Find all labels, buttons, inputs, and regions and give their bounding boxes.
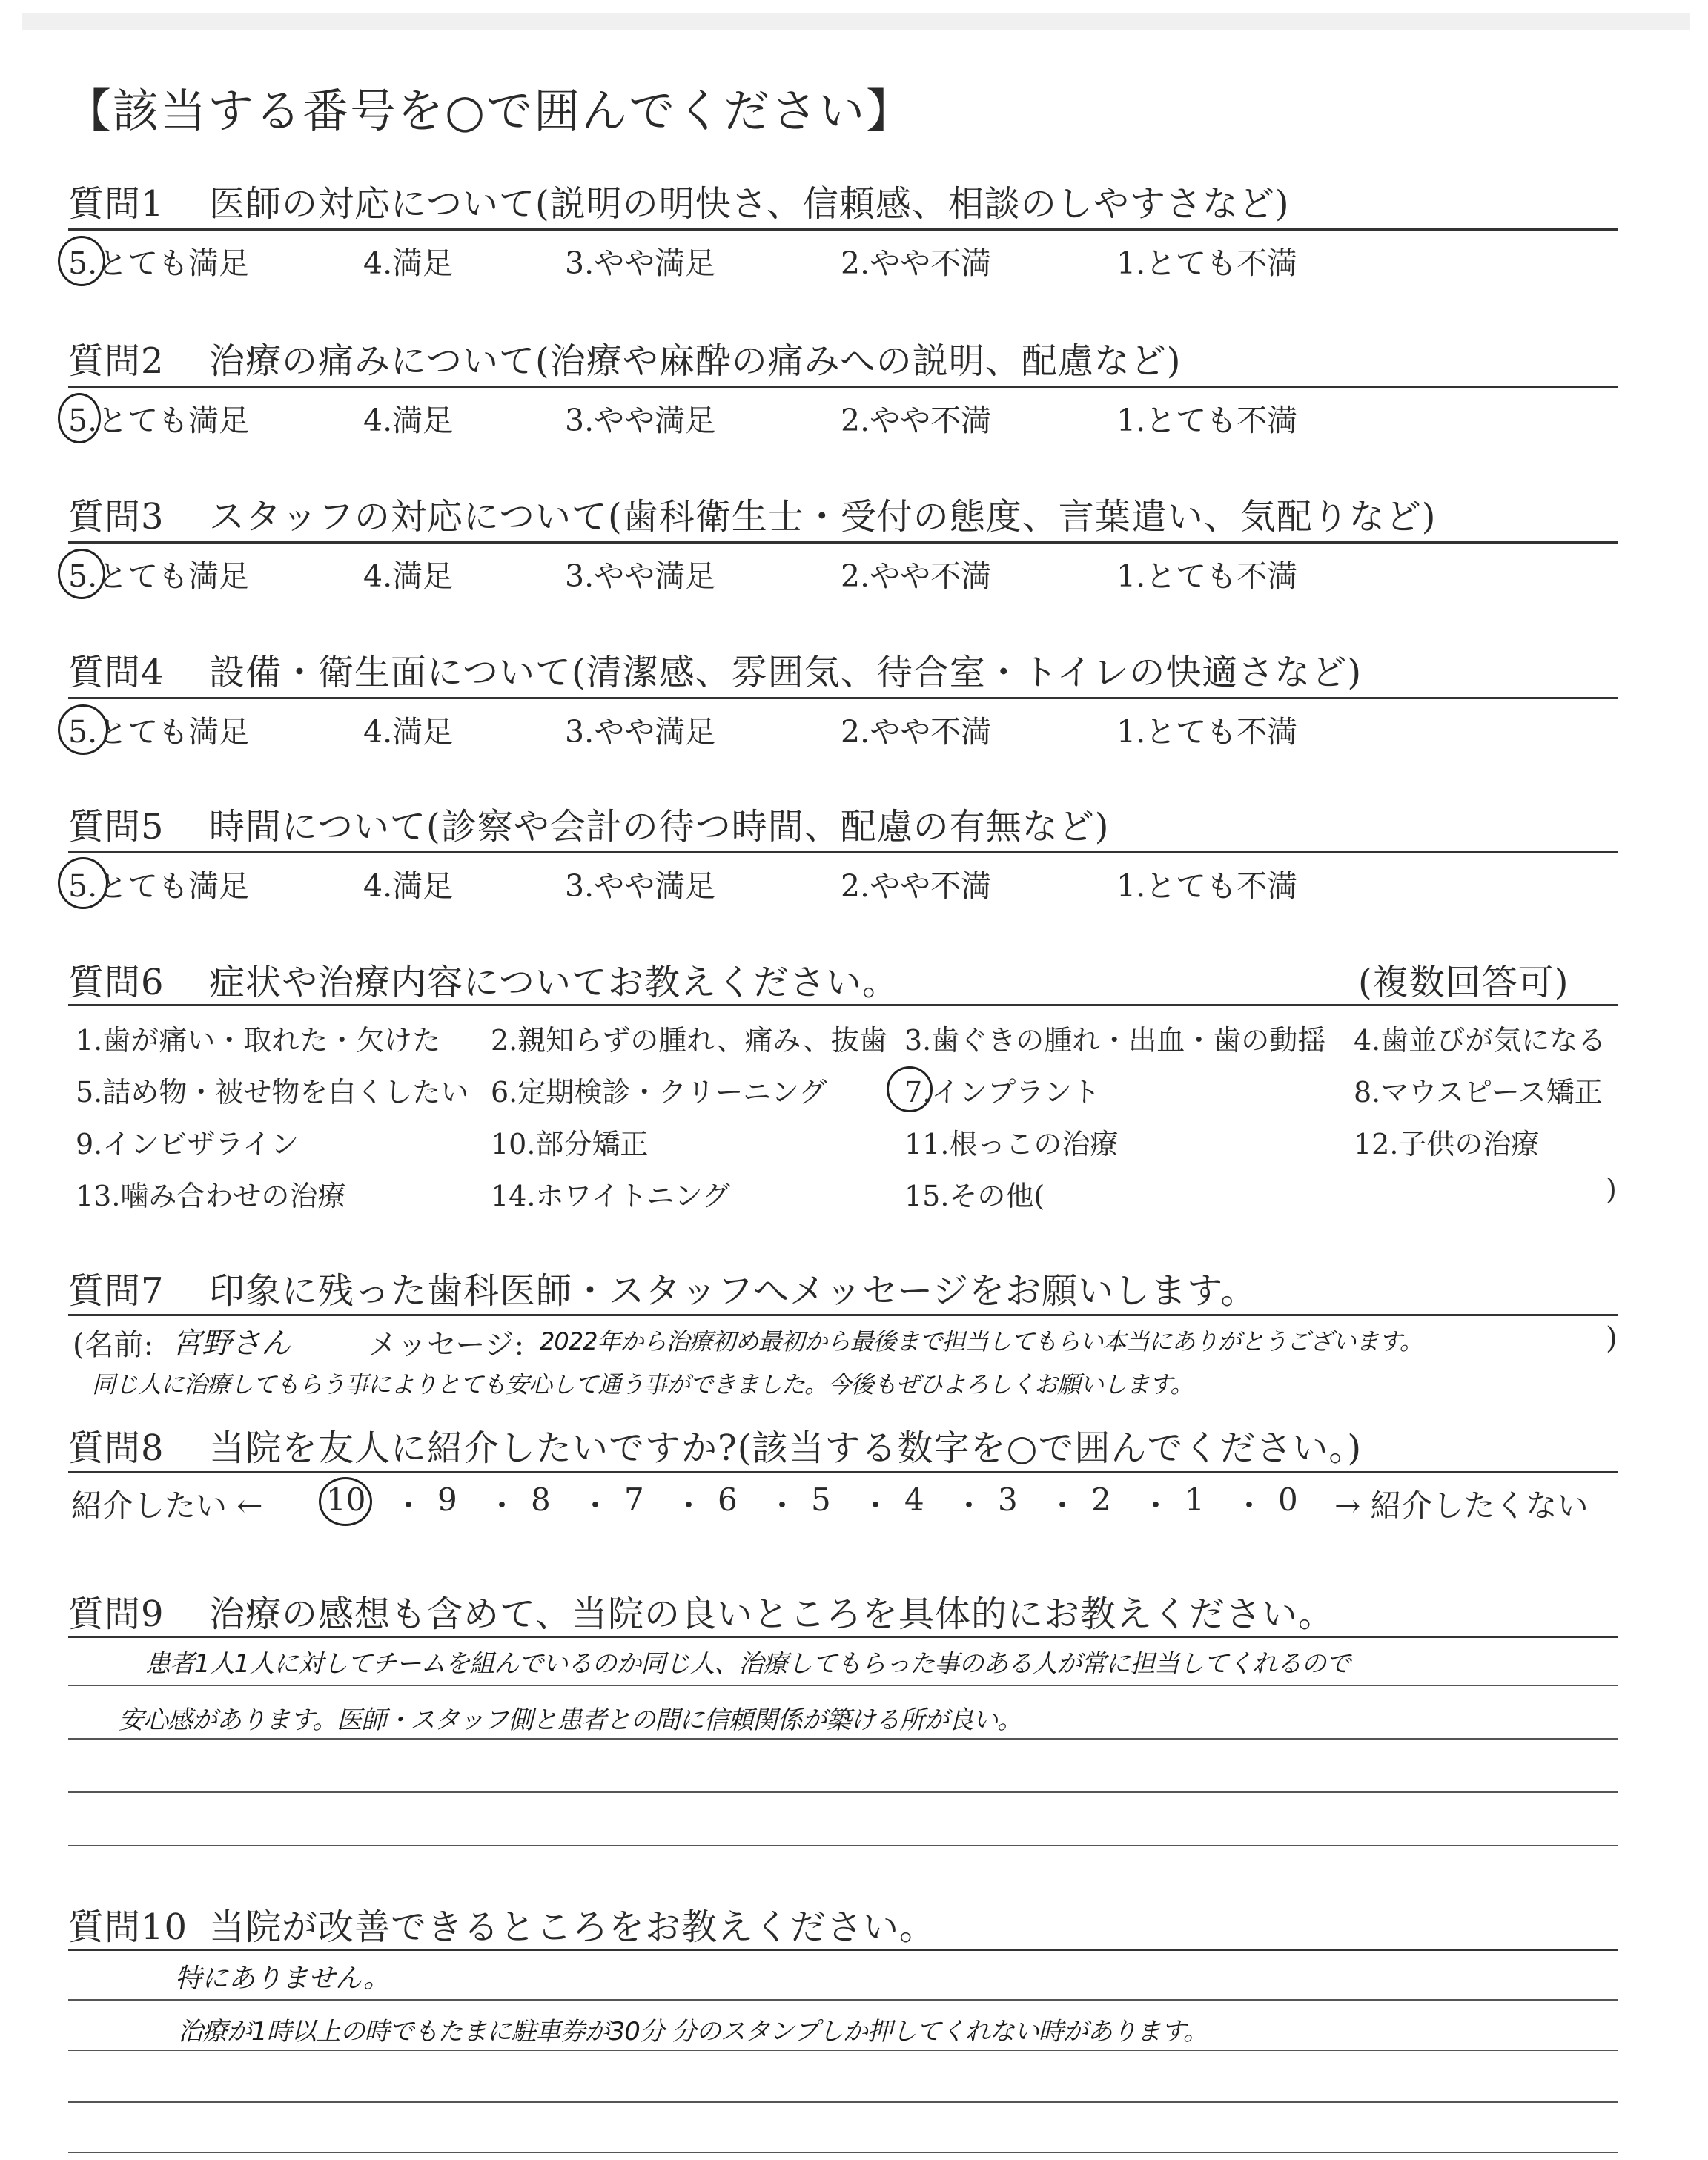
question-text: 医師の対応について(説明の明快さ、信頼感、相談のしやすさなど) [209,183,1290,225]
divider [68,1314,1618,1316]
scale-dot: ・ [673,1487,705,1524]
message-handwritten-line2: 同じ人に治療してもらう事によりとても安心して通う事ができました。今後もぜひよろしくお願いします。 [92,1370,1194,1398]
divider [68,851,1618,853]
scale-2[interactable]: 2 [1091,1482,1111,1518]
option-3[interactable]: 3.やや満足 [565,868,716,904]
option-2[interactable]: 2.やや不満 [841,558,992,594]
option-3[interactable]: 3.やや満足 [565,714,716,750]
question-text: 印象に残った歯科医師・スタッフへメッセージをお願いします。 [209,1270,1257,1312]
option-4[interactable]: 4.満足 [363,714,454,750]
message-label: メッセージ: [368,1328,525,1362]
option-1[interactable]: 1.とても不満 [1116,403,1298,438]
question-number: 質問2 [68,340,165,382]
question-1 [68,175,1290,226]
scale-0[interactable]: 0 [1278,1482,1298,1518]
symptom-item[interactable]: 7.インプラント [904,1076,1101,1109]
symptom-item[interactable]: 9.インビザライン [76,1128,299,1160]
writing-line [68,1999,1618,2001]
question-number: 質問9 [68,1593,165,1635]
divider [68,1471,1618,1473]
question-text: 時間について(診察や会計の待つ時間、配慮の有無など) [209,806,1110,848]
divider [68,1949,1618,1951]
question-9 [68,1585,1334,1636]
scale-dot: ・ [1140,1487,1172,1524]
symptom-item[interactable]: 5.詰め物・被せ物を白くしたい [76,1076,469,1109]
answer-handwritten-line1: 患者1人1人に対してチームを組んでいるのか同じ人、治療してもらった事のある人が常に担当してくれるので [145,1649,1351,1679]
option-4[interactable]: 4.満足 [363,245,454,281]
scale-right-label: → 紹介したくない [1334,1487,1589,1524]
question-number: 質問3 [68,496,165,538]
symptom-item[interactable]: 13.噛み合わせの治療 [76,1180,346,1212]
question-5 [68,798,1110,849]
question-number: 質問10 [68,1906,188,1948]
writing-line [68,1845,1618,1846]
option-3[interactable]: 3.やや満足 [565,558,716,594]
option-5[interactable]: 5.とても満足 [68,558,250,594]
scale-5[interactable]: 5 [811,1482,831,1518]
option-1[interactable]: 1.とても不満 [1116,558,1298,594]
writing-line [68,2152,1618,2153]
writing-line [68,1791,1618,1793]
scale-9[interactable]: 9 [437,1482,457,1518]
option-5[interactable]: 5.とても満足 [68,403,250,438]
option-1[interactable]: 1.とても不満 [1116,714,1298,750]
scale-8[interactable]: 8 [531,1482,551,1518]
scale-dot: ・ [860,1487,892,1524]
option-4[interactable]: 4.満足 [363,558,454,594]
writing-line [68,1685,1618,1686]
scale-left-label: 紹介したい ← [71,1487,263,1524]
option-4[interactable]: 4.満足 [363,868,454,904]
symptom-item[interactable]: 11.根っこの治療 [904,1128,1119,1160]
question-4 [68,644,1362,695]
divider [68,697,1618,699]
scale-dot: ・ [486,1487,518,1524]
question-6 [68,954,898,1005]
writing-line [68,2050,1618,2051]
scan-edge [22,13,1690,30]
writing-line [68,1738,1618,1740]
question-number: 質問7 [68,1270,165,1312]
question-text: 治療の痛みについて(治療や麻酔の痛みへの説明、配慮など) [209,340,1182,382]
message-close-paren: ) [1606,1321,1618,1355]
divider [68,1636,1618,1638]
scale-7[interactable]: 7 [624,1482,644,1518]
question-number: 質問5 [68,806,165,848]
question-text: 当院が改善できるところをお教えください。 [209,1906,936,1948]
scale-dot: ・ [953,1487,985,1524]
option-1[interactable]: 1.とても不満 [1116,868,1298,904]
option-3[interactable]: 3.やや満足 [565,403,716,438]
option-4[interactable]: 4.満足 [363,403,454,438]
question-number: 質問6 [68,962,165,1003]
scale-10[interactable]: 10 [326,1482,366,1518]
symptom-item[interactable]: 4.歯並びが気になる [1354,1024,1606,1057]
question-3 [68,488,1437,539]
scale-6[interactable]: 6 [718,1482,738,1518]
symptom-item[interactable]: 14.ホワイトニング [491,1180,731,1212]
symptom-item[interactable]: 1.歯が痛い・取れた・欠けた [76,1024,441,1057]
divider [68,228,1618,231]
symptom-item[interactable]: 2.親知らずの腫れ、痛み、抜歯 [491,1024,887,1057]
divider [68,541,1618,544]
option-1[interactable]: 1.とても不満 [1116,245,1298,281]
question-text: 治療の感想も含めて、当院の良いところを具体的にお教えください。 [209,1593,1335,1635]
message-handwritten-line1: 2022年から治療初め最初から最後まで担当してもらい本当にありがとうございます。 [540,1327,1423,1355]
question-text: 症状や治療内容についてお教えください。 [209,962,899,1003]
symptom-item[interactable]: 10.部分矯正 [491,1128,649,1160]
question-2 [68,332,1182,383]
divider [68,1004,1618,1006]
name-label: (名前: [73,1328,154,1362]
scale-dot: ・ [767,1487,798,1524]
option-5[interactable]: 5.とても満足 [68,868,250,904]
question-text: 当院を友人に紹介したいですか?(該当する数字を○で囲んでください。) [209,1427,1363,1469]
option-2[interactable]: 2.やや不満 [841,245,992,281]
option-2[interactable]: 2.やや不満 [841,714,992,750]
question-10 [68,1898,936,1949]
question-number: 質問8 [68,1427,165,1469]
question-8 [68,1419,1362,1470]
symptom-item[interactable]: 3.歯ぐきの腫れ・出血・歯の動揺 [904,1024,1326,1057]
scale-dot: ・ [1234,1487,1265,1524]
answer-handwritten-line2: 安心感があります。医師・スタッフ側と患者との間に信頼関係が築ける所が良い。 [119,1705,1022,1735]
question-number: 質問4 [68,652,165,693]
question-number: 質問1 [68,183,165,225]
question-7 [68,1262,1257,1313]
name-handwritten: 宮野さん [172,1327,291,1361]
scale-dot: ・ [393,1487,425,1524]
option-3[interactable]: 3.やや満足 [565,245,716,281]
scale-4[interactable]: 4 [904,1482,924,1518]
answer-handwritten-line1: 特にありません。 [175,1964,391,1994]
scale-1[interactable]: 1 [1185,1482,1205,1518]
scale-dot: ・ [580,1487,612,1524]
option-5[interactable]: 5.とても満足 [68,714,250,750]
question-text: スタッフの対応について(歯科衛生士・受付の態度、言葉遣い、気配りなど) [209,496,1437,538]
option-2[interactable]: 2.やや不満 [841,403,992,438]
scale-dot: ・ [1047,1487,1079,1524]
multi-answer-note: (複数回答可) [1358,962,1569,1003]
other-close-paren: ) [1606,1173,1617,1206]
writing-line [68,2101,1618,2103]
answer-handwritten-line2: 治療が1時以上の時でもたまに駐車券が30分 分のスタンプしか押してくれない時があります。 [178,2017,1208,2047]
option-2[interactable]: 2.やや不満 [841,868,992,904]
option-5[interactable]: 5.とても満足 [68,245,250,281]
divider [68,386,1618,388]
scale-3[interactable]: 3 [998,1482,1018,1518]
symptom-item[interactable]: 12.子供の治療 [1354,1128,1540,1160]
symptom-item[interactable]: 8.マウスピース矯正 [1354,1076,1603,1109]
symptom-item[interactable]: 6.定期検診・クリーニング [491,1076,827,1109]
symptom-item[interactable]: 15.その他( [904,1180,1045,1212]
question-text: 設備・衛生面について(清潔感、雰囲気、待合室・トイレの快適さなど) [209,652,1363,693]
page-title: 【該当する番号を○で囲んでください】 [65,84,914,138]
